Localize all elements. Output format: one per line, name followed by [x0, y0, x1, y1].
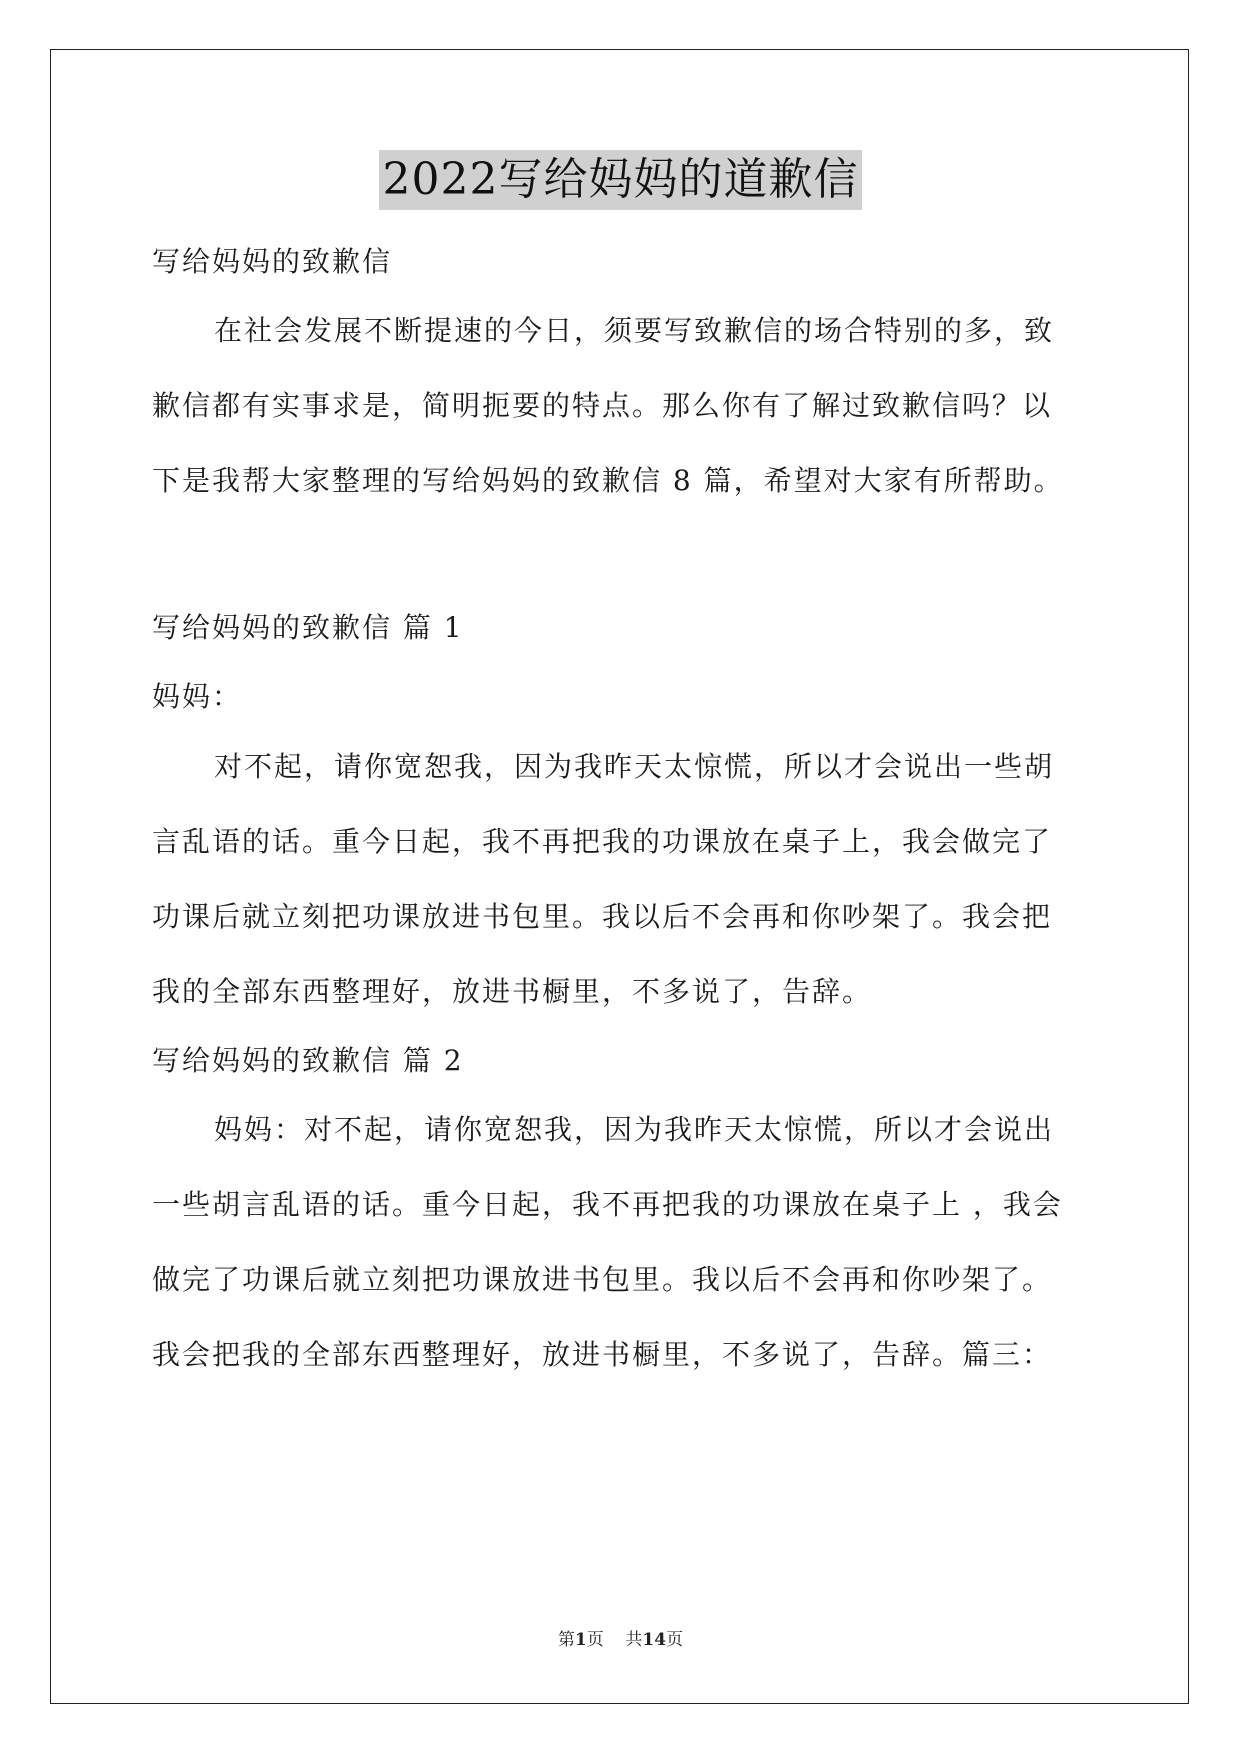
footer-mid: 页 共 — [586, 1630, 643, 1650]
letter1-line-1: 对不起，请你宽恕我，因为我昨天太惊慌，所以才会说出一些胡 — [214, 750, 1055, 783]
letter2-line-2: 一些胡言乱语的话。重今日起，我不再把我的功课放在桌子上 ，我会 — [152, 1188, 1063, 1221]
heading-main: 写给妈妈的致歉信 — [152, 245, 393, 278]
letter2-line-4: 我会把我的全部东西整理好，放进书橱里，不多说了，告辞。篇三： — [152, 1338, 1053, 1371]
intro-line-2: 歉信都有实事求是，简明扼要的特点。那么你有了解过致歉信吗？以 — [152, 389, 1053, 422]
footer-prefix: 第 — [557, 1630, 575, 1650]
footer-suffix: 页 — [666, 1630, 684, 1650]
section-heading-1: 写给妈妈的致歉信 篇 1 — [152, 611, 464, 644]
intro-line-3: 下是我帮大家整理的写给妈妈的致歉信 8 篇，希望对大家有所帮助。 — [152, 464, 1064, 497]
letter1-line-4: 我的全部东西整理好，放进书橱里，不多说了，告辞。 — [152, 975, 873, 1008]
title-container — [0, 150, 1241, 210]
section-heading-2: 写给妈妈的致歉信 篇 2 — [152, 1044, 464, 1077]
letter1-line-2: 言乱语的话。重今日起，我不再把我的功课放在桌子上，我会做完了 — [152, 825, 1053, 858]
letter2-line-3: 做完了功课后就立刻把功课放进书包里。我以后不会再和你吵架了。 — [152, 1263, 1053, 1296]
intro-line-1: 在社会发展不断提速的今日，须要写致歉信的场合特别的多，致 — [214, 314, 1055, 347]
salutation: 妈妈： — [152, 680, 243, 713]
page-border — [50, 49, 1189, 1704]
letter1-line-3: 功课后就立刻把功课放进书包里。我以后不会再和你吵架了。我会把 — [152, 900, 1053, 933]
letter2-line-1: 妈妈：对不起，请你宽恕我，因为我昨天太惊慌，所以才会说出 — [214, 1113, 1055, 1146]
current-page-number: 1 — [574, 1630, 587, 1650]
document-title: 2022写给妈妈的道歉信 — [379, 150, 863, 210]
page-footer — [0, 1625, 1241, 1650]
total-page-count: 14 — [642, 1630, 667, 1650]
